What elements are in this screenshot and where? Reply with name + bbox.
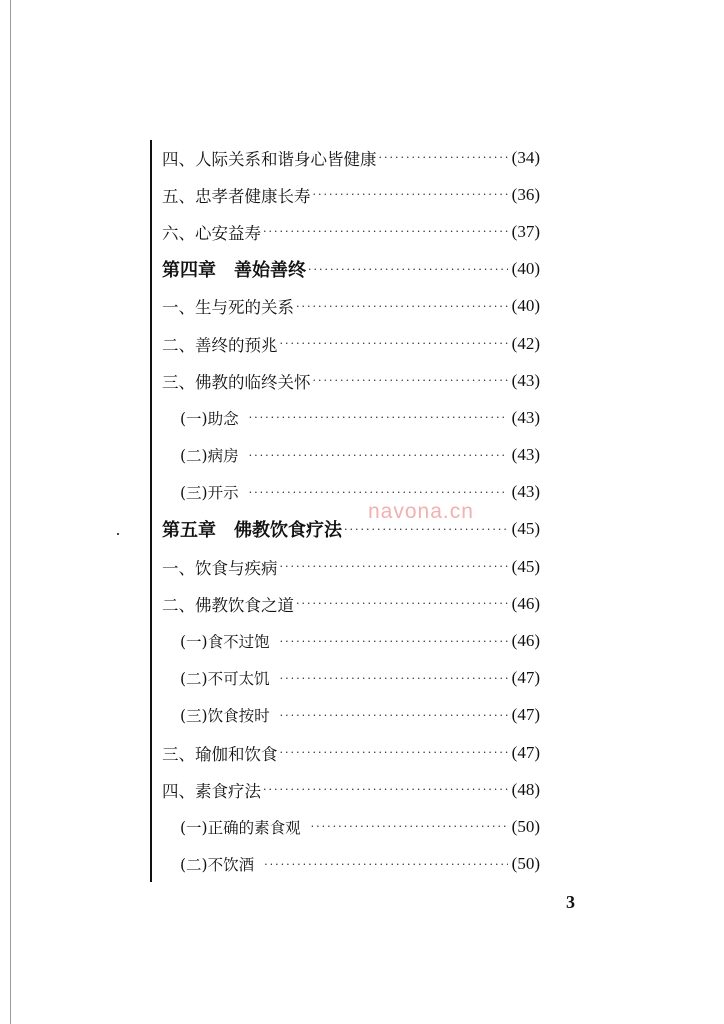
stray-dot <box>117 533 119 535</box>
toc-entry-page: (47) <box>511 742 540 762</box>
toc-chapter-title: 第四章 善始善终 <box>162 260 306 282</box>
page-number: 3 <box>566 892 575 912</box>
toc-entry[interactable] <box>162 585 540 622</box>
toc-subentry-title: (一)助念 <box>180 409 239 428</box>
toc-entry-page: (48) <box>511 779 540 799</box>
toc-entry-page: (37) <box>511 221 540 241</box>
toc-dot-leader <box>280 561 508 572</box>
toc-entry[interactable] <box>162 771 540 808</box>
toc-entry[interactable] <box>162 362 540 399</box>
toc-entry-page: (47) <box>511 705 540 725</box>
toc-subentry[interactable] <box>162 846 540 883</box>
toc-dot-leader <box>280 338 508 349</box>
toc-entry[interactable] <box>162 213 540 250</box>
toc-entry-page: (36) <box>511 184 540 204</box>
toc-subentry-title: (三)饮食按时 <box>180 707 270 726</box>
toc-dot-leader <box>264 859 508 870</box>
toc-subentry[interactable] <box>162 808 540 845</box>
toc-subentry-title: (二)病房 <box>180 447 239 466</box>
toc-dot-leader <box>280 636 508 647</box>
toc-subentry-title: (二)不饮酒 <box>180 856 255 875</box>
toc-subentry[interactable] <box>162 660 540 697</box>
toc-entry[interactable] <box>162 325 540 362</box>
toc-dot-leader <box>249 487 508 498</box>
toc-subentry-title: (一)食不过饱 <box>180 633 270 652</box>
toc-subentry[interactable] <box>162 399 540 436</box>
toc-dot-leader <box>379 152 508 163</box>
toc-dot-leader <box>313 375 508 386</box>
toc-entry[interactable] <box>162 176 540 213</box>
toc-subentry[interactable] <box>162 437 540 474</box>
toc-entry-title: 五、忠孝者健康长寿 <box>162 186 311 206</box>
toc-entry-title: 三、佛教的临终关怀 <box>162 372 311 392</box>
toc-entry-title: 四、素食疗法 <box>162 781 261 801</box>
toc-dot-leader <box>263 226 508 237</box>
toc-subentry-title: (一)正确的素食观 <box>180 818 301 837</box>
toc-entry-page: (46) <box>511 593 540 613</box>
toc-entry-page: (43) <box>511 482 540 502</box>
toc-dot-leader <box>263 784 508 795</box>
watermark-text: navona.cn <box>368 500 474 523</box>
toc-entry-page: (43) <box>511 445 540 465</box>
toc-dot-leader <box>313 189 508 200</box>
toc-chapter-entry[interactable] <box>162 251 540 288</box>
toc-dot-leader <box>344 524 508 535</box>
toc-subentry[interactable] <box>162 622 540 659</box>
toc-entry-page: (45) <box>511 556 540 576</box>
toc-entry-title: 二、佛教饮食之道 <box>162 595 294 615</box>
toc-dot-leader <box>280 673 508 684</box>
table-of-contents <box>162 139 540 883</box>
toc-entry-page: (43) <box>511 407 540 427</box>
toc-dot-leader <box>280 747 508 758</box>
toc-entry-title: 一、饮食与疾病 <box>162 558 278 578</box>
toc-dot-leader <box>296 598 508 609</box>
toc-entry[interactable] <box>162 548 540 585</box>
toc-entry-title: 四、人际关系和谐身心皆健康 <box>162 149 377 169</box>
toc-entry-page: (40) <box>511 296 540 316</box>
toc-dot-leader <box>280 710 508 721</box>
toc-entry-page: (43) <box>511 370 540 390</box>
toc-entry-title: 三、瑜伽和饮食 <box>162 744 278 764</box>
toc-entry-title: 一、生与死的关系 <box>162 298 294 318</box>
toc-chapter-title: 第五章 佛教饮食疗法 <box>162 520 342 542</box>
toc-entry-title: 二、善终的预兆 <box>162 335 278 355</box>
toc-subentry[interactable] <box>162 697 540 734</box>
toc-entry-page: (42) <box>511 333 540 353</box>
toc-entry[interactable] <box>162 734 540 771</box>
toc-entry-page: (47) <box>511 668 540 688</box>
toc-entry[interactable] <box>162 288 540 325</box>
toc-entry-page: (34) <box>511 147 540 167</box>
toc-dot-leader <box>249 450 508 461</box>
toc-vertical-rule <box>150 140 152 882</box>
page-left-edge <box>10 0 11 1024</box>
toc-entry-page: (45) <box>511 519 540 539</box>
toc-dot-leader <box>296 301 508 312</box>
toc-entry[interactable] <box>162 139 540 176</box>
toc-dot-leader <box>249 412 508 423</box>
toc-dot-leader <box>311 821 508 832</box>
toc-subentry[interactable] <box>162 474 540 511</box>
toc-entry-page: (50) <box>511 816 540 836</box>
toc-subentry-title: (三)开示 <box>180 484 239 503</box>
toc-dot-leader <box>308 264 508 275</box>
toc-subentry-title: (二)不可太饥 <box>180 670 270 689</box>
toc-chapter-entry[interactable] <box>162 511 540 548</box>
toc-entry-page: (50) <box>511 854 540 874</box>
toc-entry-title: 六、心安益寿 <box>162 223 261 243</box>
toc-entry-page: (46) <box>511 631 540 651</box>
toc-entry-page: (40) <box>511 259 540 279</box>
